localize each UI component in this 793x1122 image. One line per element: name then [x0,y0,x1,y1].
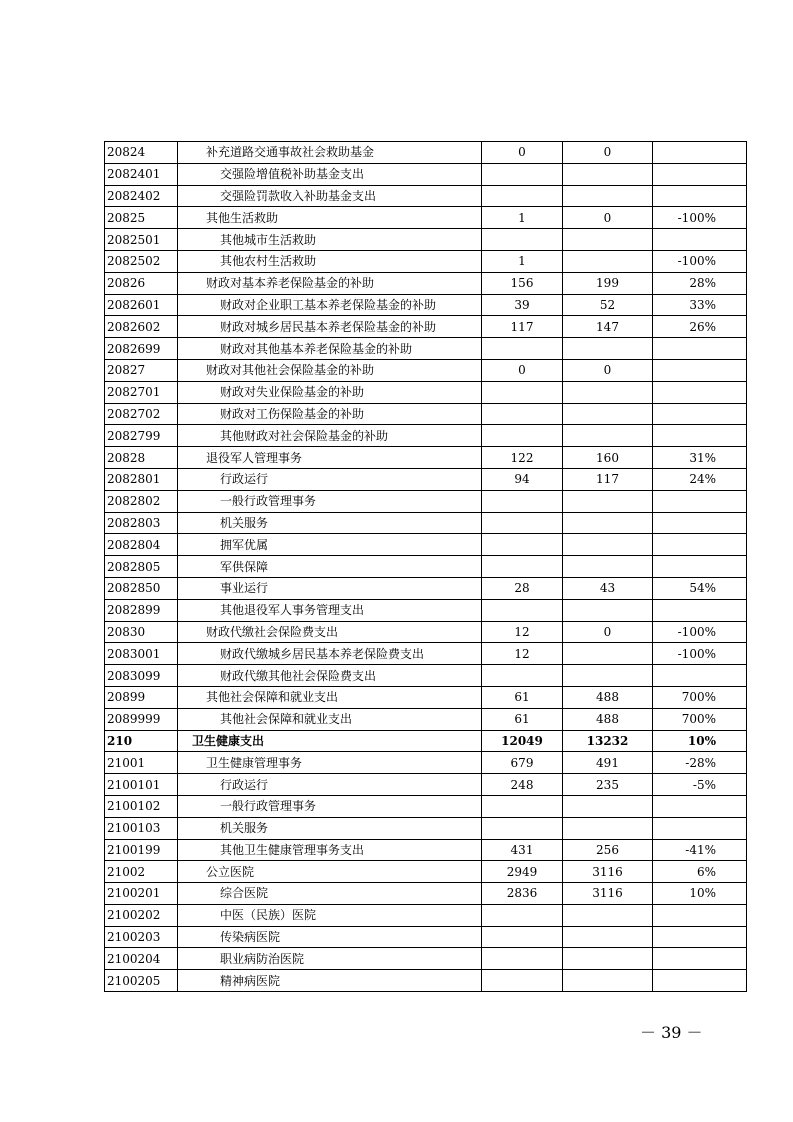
code-cell: 2083001 [105,643,178,665]
name-cell: 精神病医院 [178,970,482,992]
change-percent-cell: -100% [653,207,747,229]
value-2021-cell: 488 [563,686,653,708]
change-percent-cell [653,795,747,817]
change-percent-cell: 700% [653,708,747,730]
value-2021-cell: 43 [563,577,653,599]
value-2021-cell [563,185,653,207]
value-2021-cell [563,381,653,403]
name-cell: 卫生健康支出 [178,730,482,752]
value-2020-cell [482,926,563,948]
table-row [105,839,747,861]
table-row [105,970,747,992]
value-2021-cell: 199 [563,272,653,294]
name-cell: 其他社会保障和就业支出 [178,686,482,708]
table-row [105,447,747,469]
change-percent-cell [653,229,747,251]
value-2020-cell: 431 [482,839,563,861]
table-row [105,338,747,360]
code-cell: 2100202 [105,904,178,926]
code-cell: 20824 [105,142,178,164]
name-cell: 其他卫生健康管理事务支出 [178,839,482,861]
change-percent-cell: 26% [653,316,747,338]
value-2020-cell [482,904,563,926]
table-row [105,512,747,534]
name-cell: 机关服务 [178,512,482,534]
change-percent-cell [653,425,747,447]
value-2021-cell: 117 [563,468,653,490]
table-row [105,861,747,883]
name-cell: 事业运行 [178,577,482,599]
name-cell: 财政对基本养老保险基金的补助 [178,272,482,294]
change-percent-cell [653,534,747,556]
value-2021-cell [563,795,653,817]
value-2021-cell [563,534,653,556]
table-row [105,708,747,730]
value-2021-cell: 147 [563,316,653,338]
code-cell: 2082804 [105,534,178,556]
value-2020-cell [482,185,563,207]
code-cell: 2082801 [105,468,178,490]
change-percent-cell: 31% [653,447,747,469]
table-row [105,250,747,272]
code-cell: 2100102 [105,795,178,817]
code-cell: 2100203 [105,926,178,948]
name-cell: 补充道路交通事故社会救助基金 [178,142,482,164]
code-cell: 2082502 [105,250,178,272]
value-2021-cell: 256 [563,839,653,861]
code-cell: 20828 [105,447,178,469]
name-cell: 中医（民族）医院 [178,904,482,926]
name-cell: 财政对其他基本养老保险基金的补助 [178,338,482,360]
value-2021-cell: 3116 [563,861,653,883]
value-2020-cell [482,403,563,425]
name-cell: 卫生健康管理事务 [178,752,482,774]
table-row [105,534,747,556]
value-2020-cell [482,599,563,621]
value-2021-cell [563,338,653,360]
name-cell: 拥军优属 [178,534,482,556]
value-2021-cell: 491 [563,752,653,774]
value-2020-cell: 0 [482,142,563,164]
name-cell: 其他财政对社会保险基金的补助 [178,425,482,447]
code-cell: 2082805 [105,556,178,578]
value-2020-cell [482,381,563,403]
name-cell: 财政对企业职工基本养老保险基金的补助 [178,294,482,316]
change-percent-cell: 54% [653,577,747,599]
value-2021-cell: 0 [563,359,653,381]
table-row [105,381,747,403]
name-cell: 其他生活救助 [178,207,482,229]
table-row [105,817,747,839]
change-percent-cell: -100% [653,250,747,272]
code-cell: 20830 [105,621,178,643]
code-cell: 2100103 [105,817,178,839]
value-2021-cell [563,926,653,948]
name-cell: 行政运行 [178,468,482,490]
change-percent-cell: -5% [653,774,747,796]
code-cell: 2082899 [105,599,178,621]
value-2021-cell [563,970,653,992]
value-2021-cell: 13232 [563,730,653,752]
change-percent-cell [653,948,747,970]
table-row [105,229,747,251]
table-row [105,599,747,621]
value-2020-cell: 12 [482,621,563,643]
table-row [105,163,747,185]
change-percent-cell [653,403,747,425]
change-percent-cell [653,665,747,687]
change-percent-cell [653,338,747,360]
value-2020-cell: 2836 [482,883,563,905]
value-2020-cell: 156 [482,272,563,294]
name-cell: 其他农村生活救助 [178,250,482,272]
name-cell: 财政代缴城乡居民基本养老保险费支出 [178,643,482,665]
change-percent-cell: -41% [653,839,747,861]
table-row [105,665,747,687]
code-cell: 210 [105,730,178,752]
change-percent-cell [653,490,747,512]
code-cell: 2082701 [105,381,178,403]
name-cell: 财政对城乡居民基本养老保险基金的补助 [178,316,482,338]
value-2021-cell [563,229,653,251]
name-cell: 军供保障 [178,556,482,578]
name-cell: 交强险增值税补助基金支出 [178,163,482,185]
table-row [105,686,747,708]
code-cell: 2100101 [105,774,178,796]
value-2020-cell: 0 [482,359,563,381]
change-percent-cell [653,817,747,839]
name-cell: 一般行政管理事务 [178,490,482,512]
value-2020-cell: 2949 [482,861,563,883]
change-percent-cell [653,381,747,403]
table-row [105,207,747,229]
value-2020-cell: 94 [482,468,563,490]
table-row [105,577,747,599]
table-row [105,883,747,905]
table-row [105,316,747,338]
code-cell: 2100205 [105,970,178,992]
change-percent-cell: 24% [653,468,747,490]
table-row [105,403,747,425]
change-percent-cell [653,163,747,185]
table-row [105,752,747,774]
table-row [105,643,747,665]
value-2021-cell [563,948,653,970]
code-cell: 21002 [105,861,178,883]
value-2020-cell: 61 [482,686,563,708]
value-2020-cell: 28 [482,577,563,599]
value-2020-cell [482,512,563,534]
page-number: － 39 － [640,1023,703,1042]
change-percent-cell: 6% [653,861,747,883]
value-2020-cell [482,795,563,817]
value-2020-cell: 117 [482,316,563,338]
table-row [105,556,747,578]
code-cell: 2089999 [105,708,178,730]
name-cell: 其他退役军人事务管理支出 [178,599,482,621]
value-2020-cell [482,229,563,251]
value-2020-cell: 679 [482,752,563,774]
change-percent-cell: 10% [653,730,747,752]
code-cell: 2082401 [105,163,178,185]
code-cell: 20899 [105,686,178,708]
name-cell: 财政代缴其他社会保险费支出 [178,665,482,687]
code-cell: 2083099 [105,665,178,687]
change-percent-cell [653,970,747,992]
value-2020-cell: 39 [482,294,563,316]
budget-table [104,141,747,992]
change-percent-cell [653,926,747,948]
value-2020-cell [482,665,563,687]
code-cell: 2082850 [105,577,178,599]
value-2021-cell [563,250,653,272]
name-cell: 财政对失业保险基金的补助 [178,381,482,403]
value-2021-cell [563,556,653,578]
table-body [105,142,747,992]
table-row [105,926,747,948]
table-row [105,490,747,512]
value-2020-cell: 61 [482,708,563,730]
table-row [105,904,747,926]
value-2020-cell [482,948,563,970]
code-cell: 2082699 [105,338,178,360]
change-percent-cell: -100% [653,621,747,643]
name-cell: 公立医院 [178,861,482,883]
value-2021-cell [563,425,653,447]
code-cell: 2082799 [105,425,178,447]
value-2021-cell: 52 [563,294,653,316]
change-percent-cell [653,359,747,381]
value-2020-cell: 122 [482,447,563,469]
name-cell: 财政对工伤保险基金的补助 [178,403,482,425]
table-row [105,621,747,643]
change-percent-cell [653,185,747,207]
value-2021-cell: 0 [563,621,653,643]
value-2021-cell: 160 [563,447,653,469]
table-row [105,795,747,817]
table-row [105,294,747,316]
name-cell: 退役军人管理事务 [178,447,482,469]
code-cell: 20826 [105,272,178,294]
table-row [105,142,747,164]
value-2021-cell: 235 [563,774,653,796]
change-percent-cell [653,512,747,534]
table-row [105,272,747,294]
code-cell: 2082802 [105,490,178,512]
value-2020-cell [482,817,563,839]
name-cell: 财政代缴社会保险费支出 [178,621,482,643]
value-2021-cell [563,599,653,621]
code-cell: 2082402 [105,185,178,207]
change-percent-cell [653,599,747,621]
value-2020-cell [482,970,563,992]
change-percent-cell: 28% [653,272,747,294]
value-2020-cell [482,490,563,512]
table-row [105,468,747,490]
value-2021-cell [563,904,653,926]
value-2021-cell: 3116 [563,883,653,905]
code-cell: 2082702 [105,403,178,425]
code-cell: 2082803 [105,512,178,534]
value-2021-cell: 0 [563,142,653,164]
name-cell: 综合医院 [178,883,482,905]
code-cell: 20825 [105,207,178,229]
value-2020-cell [482,163,563,185]
change-percent-cell: -100% [653,643,747,665]
value-2021-cell [563,512,653,534]
value-2021-cell [563,643,653,665]
value-2020-cell [482,556,563,578]
code-cell: 2082501 [105,229,178,251]
value-2021-cell: 0 [563,207,653,229]
value-2020-cell [482,338,563,360]
table-row [105,359,747,381]
name-cell: 机关服务 [178,817,482,839]
code-cell: 21001 [105,752,178,774]
change-percent-cell [653,142,747,164]
value-2020-cell: 12 [482,643,563,665]
code-cell: 2082601 [105,294,178,316]
table-row [105,948,747,970]
value-2021-cell: 488 [563,708,653,730]
name-cell: 其他社会保障和就业支出 [178,708,482,730]
value-2020-cell: 12049 [482,730,563,752]
change-percent-cell [653,556,747,578]
name-cell: 财政对其他社会保险基金的补助 [178,359,482,381]
change-percent-cell: 33% [653,294,747,316]
change-percent-cell: 700% [653,686,747,708]
change-percent-cell: 10% [653,883,747,905]
name-cell: 传染病医院 [178,926,482,948]
name-cell: 一般行政管理事务 [178,795,482,817]
change-percent-cell [653,904,747,926]
value-2021-cell [563,665,653,687]
name-cell: 其他城市生活救助 [178,229,482,251]
change-percent-cell: -28% [653,752,747,774]
value-2021-cell [563,403,653,425]
code-cell: 2100201 [105,883,178,905]
value-2020-cell [482,534,563,556]
table-row [105,425,747,447]
code-cell: 20827 [105,359,178,381]
value-2020-cell: 248 [482,774,563,796]
value-2020-cell: 1 [482,207,563,229]
code-cell: 2100204 [105,948,178,970]
value-2020-cell [482,425,563,447]
value-2021-cell [563,163,653,185]
name-cell: 交强险罚款收入补助基金支出 [178,185,482,207]
value-2021-cell [563,490,653,512]
code-cell: 2082602 [105,316,178,338]
table-row [105,774,747,796]
value-2021-cell [563,817,653,839]
name-cell: 行政运行 [178,774,482,796]
table-row [105,185,747,207]
value-2020-cell: 1 [482,250,563,272]
table-row [105,730,747,752]
code-cell: 2100199 [105,839,178,861]
name-cell: 职业病防治医院 [178,948,482,970]
